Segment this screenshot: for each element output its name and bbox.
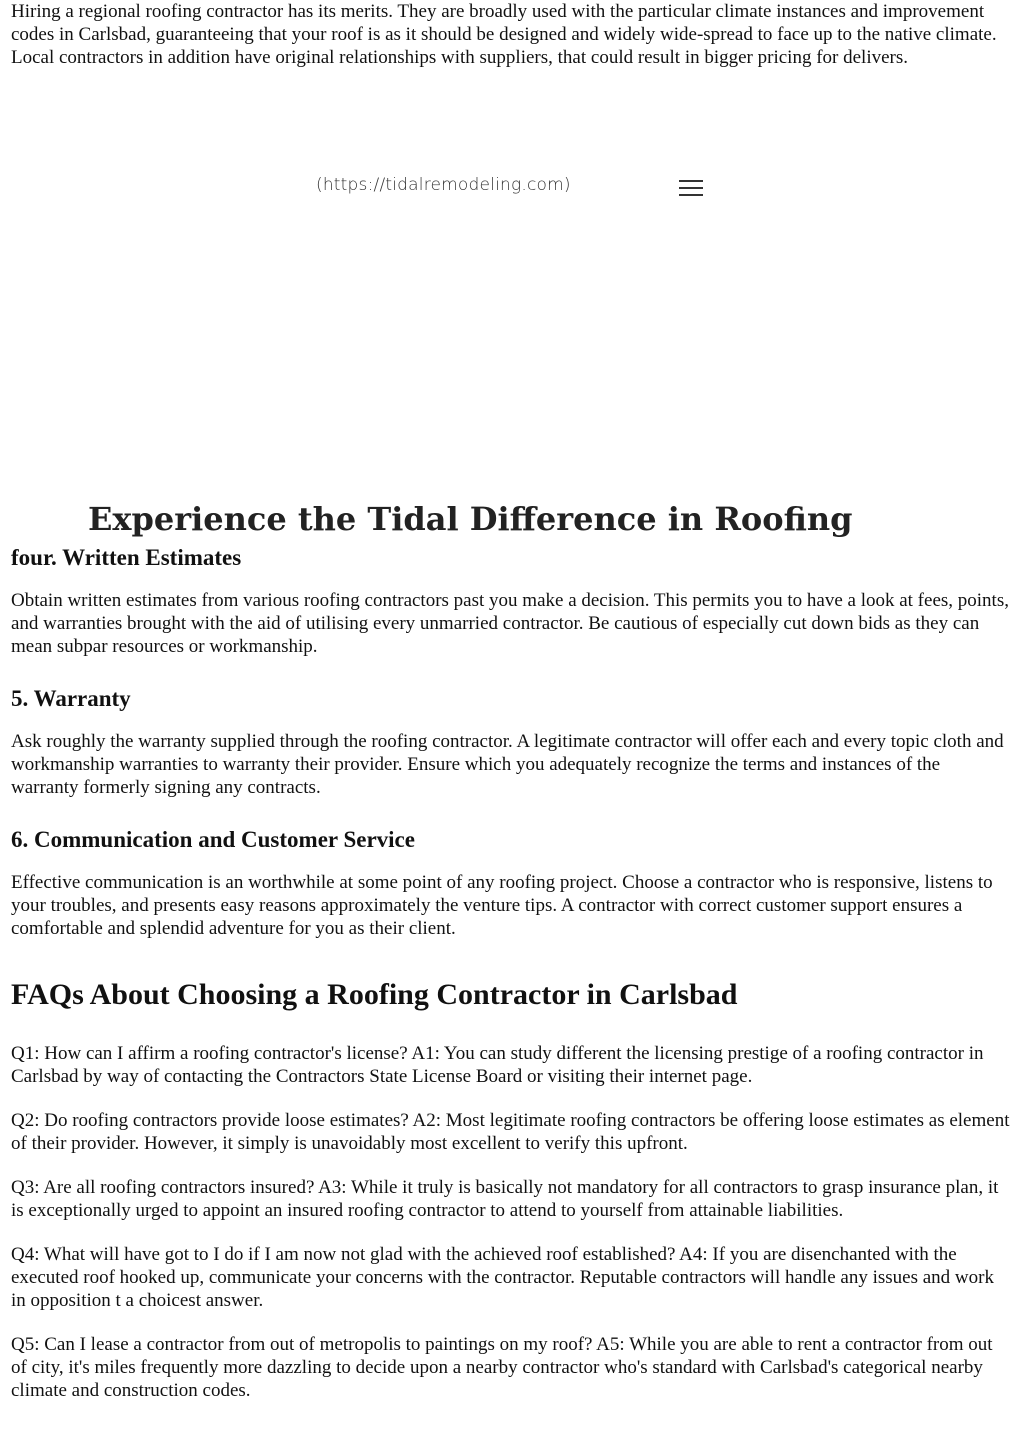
embedded-site-frame <box>0 130 1024 538</box>
faq-item: Q1: How can I affirm a roofing contractor's license? A1: You can study different the licensing prestige of a roofing contractor in Carlsbad by way of contacting the Contractors State License Board or visiting their internet page. <box>11 1043 984 1087</box>
faq-item: Q4: What will have got to I do if I am now not glad with the achieved roof established? A4: If you are disenchanted with the executed roof hooked up, communicate your concerns with the contractor. Reputable contractors will handle any issues and work in opposition t a choicest answer. <box>11 1244 994 1311</box>
faq-item: Q2: Do roofing contractors provide loose estimates? A2: Most legitimate roofing contractors be offering loose estimates as element of their provider. However, it simply is unavoidably most excellent to verify this upfront. <box>11 1110 1010 1154</box>
embedded-site-heading: Experience the Tidal Difference in Roofing <box>88 500 853 538</box>
article-content <box>11 541 1011 1402</box>
section-heading-communication: 6. Communication and Customer Service <box>11 827 415 852</box>
section-text-written-estimates: Obtain written estimates from various roofing contractors past you make a decision. This permits you to have a look at fees, points, and warranties brought with the aid of utilising every unmarried contractor. Be cautious of especially cut down bids as they can mean subpar resources or workmanship. <box>11 590 1009 657</box>
menu-line <box>679 187 703 189</box>
faq-item: Q3: Are all roofing contractors insured? A3: While it truly is basically not mandatory for all contractors to grasp insurance plan, it is exceptionally urged to appoint an insured roofing contractor to attend to yourself from attainable liabilities. <box>11 1177 999 1221</box>
menu-line <box>679 194 703 196</box>
hamburger-menu-icon[interactable] <box>679 180 703 198</box>
section-heading-written-estimates: four. Written Estimates <box>11 545 242 570</box>
intro-paragraph: Hiring a regional roofing contractor has its merits. They are broadly used with the particular climate instances and improvement codes in Carlsbad, guaranteeing that your roof is as it should be designed and widely wide-spread to face up to the native climate. Local contractors in addition have original relationships with suppliers, that could result in bigger pricing for delivers. <box>11 1 997 68</box>
faq-item: Q5: Can I lease a contractor from out of metropolis to paintings on my roof? A5: While you are able to rent a contractor from out of city, it's miles frequently more dazzling to decide upon a nearby contractor who's standard with Carlsbad's categorical nearby climate and construction codes. <box>11 1334 993 1401</box>
section-text-warranty: Ask roughly the warranty supplied through the roofing contractor. A legitimate contractor will offer each and every topic cloth and workmanship warranties to warranty their provider. Ensure which you adequately recognize the terms and instances of the warranty formerly signing any contracts. <box>11 731 1004 798</box>
faq-heading: FAQs About Choosing a Roofing Contractor in Carlsbad <box>11 978 738 1011</box>
section-heading-warranty: 5. Warranty <box>11 686 131 711</box>
menu-line <box>679 180 703 182</box>
embedded-site-url[interactable]: (https://tidalremodeling.com) <box>316 175 571 195</box>
section-text-communication: Effective communication is an worthwhile at some point of any roofing project. Choose a contractor who is responsive, listens to your troubles, and presents easy reasons approximately the venture tips. A contractor with correct customer support ensures a comfortable and splendid adventure for you as their client. <box>11 872 993 939</box>
